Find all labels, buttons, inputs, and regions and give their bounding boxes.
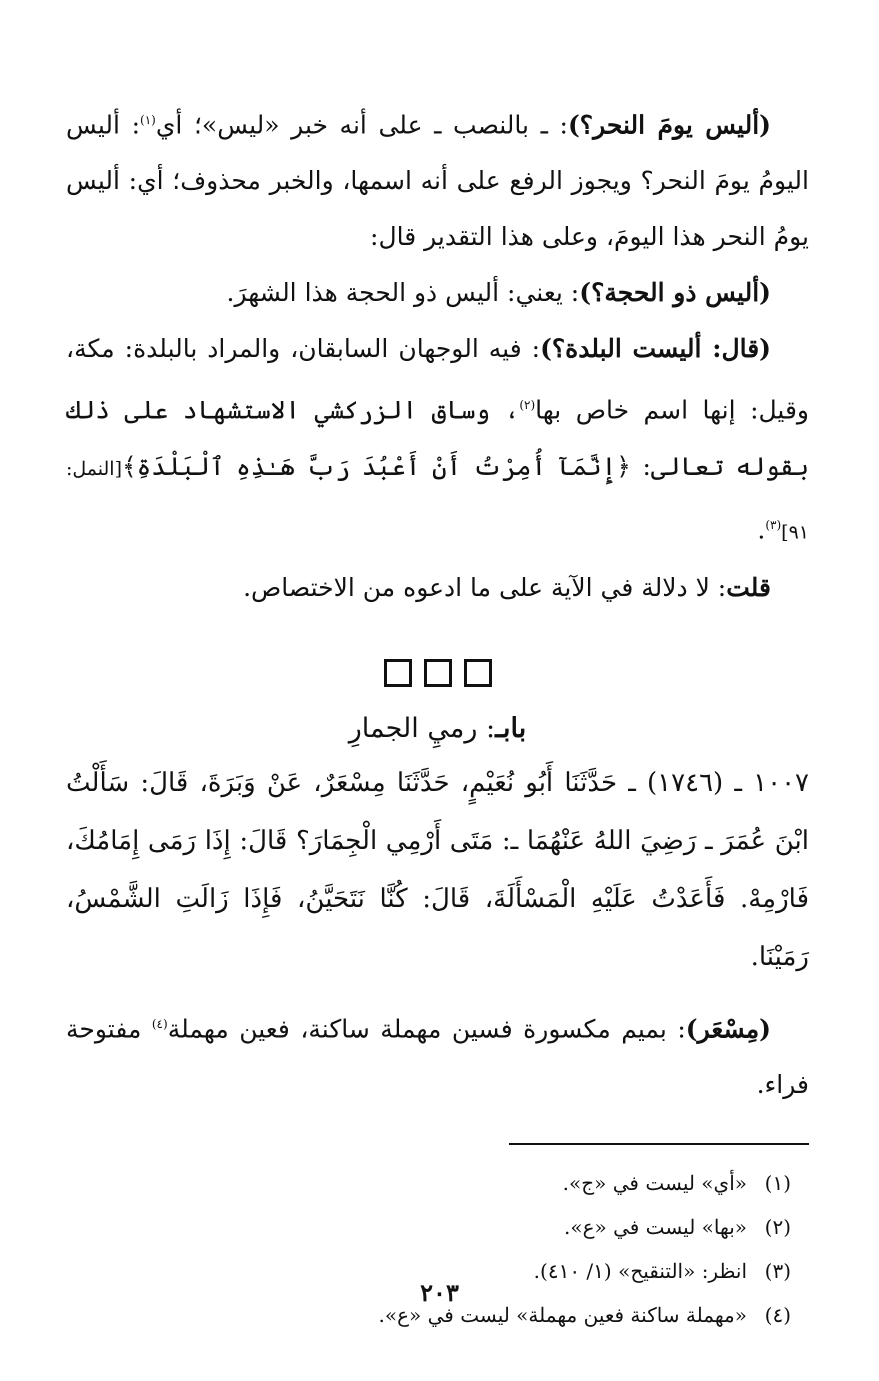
paragraph-3 [66,321,809,560]
paragraph-text: : لا دلالة في الآية على ما ادعوه من الاختصاص. [243,572,727,602]
square-ornament-icon [464,659,492,687]
chapter-label: بابـ [495,712,527,744]
paragraph-2 [66,265,809,321]
paragraph-4 [66,560,809,616]
paragraph-text-cont: : أليس اليومُ يومَ النحر؟ ويجوز الرفع على أنه اسمها، والخبر محذوف؛ أي: أليس يومُ النحر هذا اليومَ، وعلى هذا التقدير قال: [66,110,809,252]
paragraph-end: . [757,514,766,544]
chapter-title: : رميِ الجمارِ [348,712,496,744]
page-number: ٢٠٣ [420,1278,459,1307]
term-label: (قال: أليست البلدة؟) [540,334,772,364]
paragraph-1 [66,92,809,265]
paragraph-text-cont: ، وساق الزركشي الاستشهاد على ذلك بقوله تعالى: ﴿إِنَّمَآ أُمِرْتُ أَنْ أَعْبُدَ رَبَّ هَـٰذِهِ ٱلْبَلْدَةِ﴾ [66,395,809,481]
paragraph-5 [66,996,809,1113]
paragraph-text: : بميم مكسورة فسين مهملة ساكنة، فعين مهملة [167,1014,686,1044]
quran-reference: [النمل: ٩١] [66,457,809,543]
square-ornament-icon [424,659,452,687]
footnote-ref-3[interactable]: (٣) [765,517,782,532]
term-label: (مِسْعَر) [685,1014,771,1044]
footnote-text: انظر: «التنقيح» (١/ ٤١٠). [533,1259,747,1284]
section-separator [66,654,809,689]
footnote-ref-4[interactable]: (٤) [151,1016,168,1031]
paragraph-text: : ـ بالنصب ـ على أنه خبر «ليس»؛ أي [155,110,568,140]
footnote-ref-2[interactable]: (٢) [519,398,536,413]
footnotes [66,1161,809,1337]
term-label: (أليس ذو الحجة؟) [579,278,771,308]
footnote-text: «مهملة ساكنة فعين مهملة» ليست في «ع». [378,1303,747,1328]
footnote-divider [509,1143,809,1145]
paragraph-text: : يعني: أليس ذو الحجة هذا الشهرَ. [226,278,580,308]
footnote-number: (٤) [764,1303,791,1328]
term-label: (أليس يومَ النحر؟) [567,110,771,140]
footnote-item [66,1205,809,1249]
footnote-number: (٣) [764,1259,791,1284]
footnote-item [66,1161,809,1205]
hadith-text: ١٠٠٧ ـ (١٧٤٦) ـ حَدَّثَنَا أَبُو نُعَيْمٍ، حَدَّثَنَا مِسْعَرٌ، عَنْ وَبَرَةَ، قَالَ: سَأَلْتُ ابْنَ عُمَرَ ـ رَضِيَ اللهُ عَنْهُمَا ـ: مَتَى أَرْمِي الْجِمَارَ؟ قَالَ: إِذَا رَمَى إِمَامُكَ، فَارْمِهْ. فَأَعَدْتُ عَلَيْهِ الْمَسْأَلَةَ، قَالَ: كُنَّا نَتَحَيَّنُ، فَإِذَا زَالَتِ الشَّمْسُ، رَمَيْنَا. [66,767,809,972]
paragraph-text: : فيه الوجهان السابقان، والمراد بالبلدة: مكة، وقيل: إنها اسم خاص بها [66,334,809,425]
footnote-number: (٢) [764,1215,791,1240]
square-ornament-icon [384,659,412,687]
footnote-number: (١) [764,1171,791,1196]
chapter-heading [66,713,809,744]
footnote-ref-1[interactable]: (١) [140,113,156,127]
footnote-text: «بها» ليست في «ع». [563,1215,747,1240]
paragraph-text-cont: مفتوحة فراء. [66,1014,809,1100]
term-label: قلت [726,572,771,602]
footnote-text: «أي» ليست في «ج». [562,1171,747,1196]
